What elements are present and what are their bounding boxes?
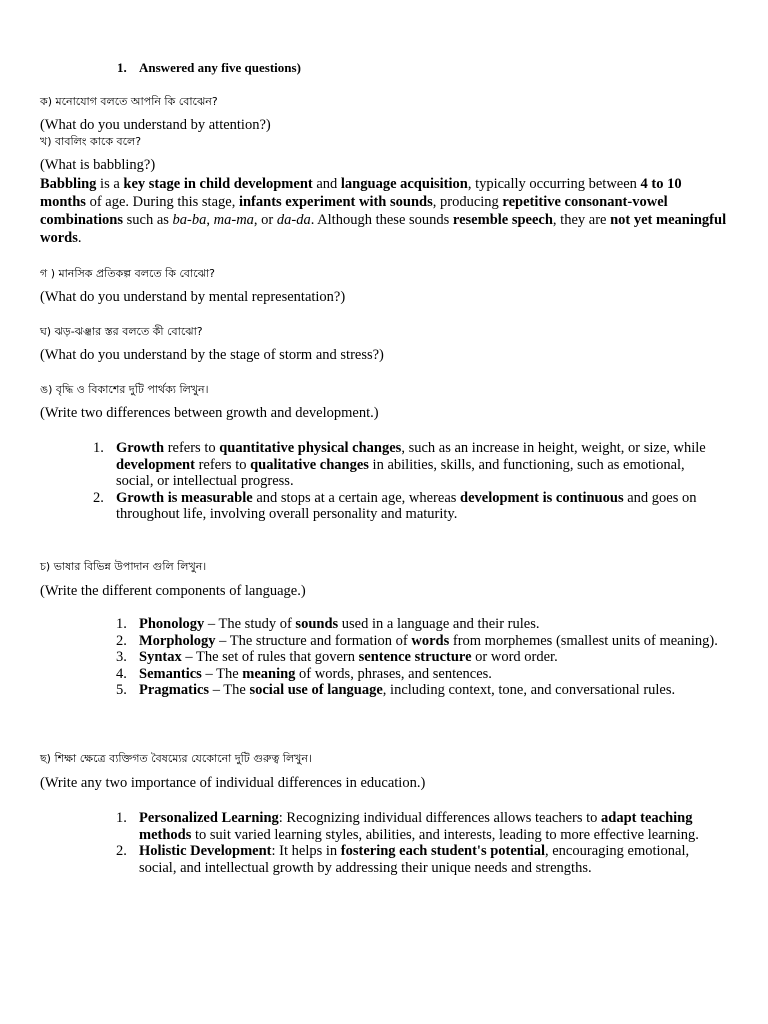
list-number: 2. bbox=[93, 489, 104, 506]
bold-text: Babbling bbox=[40, 176, 97, 192]
bold-text: words bbox=[411, 632, 450, 649]
bold-text: Personalized Learning bbox=[139, 810, 279, 826]
list-item bbox=[116, 666, 720, 683]
text-run: , producing bbox=[432, 194, 503, 210]
question-chha-english: (Write any two importance of individual differences in education.) bbox=[40, 775, 426, 791]
list-item bbox=[93, 490, 725, 523]
bold-text: sentence structure bbox=[358, 649, 472, 665]
text-run: or word order. bbox=[471, 649, 558, 665]
list-number: 1. bbox=[93, 440, 104, 456]
bold-text: development bbox=[116, 456, 195, 473]
text-run: , encouraging emotional, social, and intellectual growth by addressing their unique needs and strengths. bbox=[139, 843, 690, 876]
list-item bbox=[116, 649, 720, 666]
text-run: is a bbox=[96, 176, 124, 192]
text-run: , such as an increase in height, weight, or size, while bbox=[401, 440, 706, 456]
question-ga-english: (What do you understand by mental representation?) bbox=[40, 289, 346, 305]
bold-text: Semantics bbox=[139, 665, 202, 682]
text-run: refers to bbox=[194, 456, 251, 473]
bold-text: Syntax bbox=[139, 649, 182, 665]
bold-text: 4 to 10 months bbox=[40, 176, 682, 210]
bold-text: repetitive consonant-vowel combinations bbox=[40, 194, 668, 228]
list-item bbox=[116, 843, 720, 876]
text-run: – The set of rules that govern bbox=[181, 649, 359, 665]
text-run: from morphemes (smallest units of meaning). bbox=[449, 632, 718, 649]
bold-text: infants experiment with sounds bbox=[238, 194, 433, 210]
text-run: – The bbox=[201, 665, 243, 682]
bold-text: key stage in child development bbox=[123, 176, 313, 192]
bold-text: Pragmatics bbox=[139, 682, 210, 698]
text-run: – The bbox=[209, 682, 250, 698]
text-run: , bbox=[206, 212, 214, 228]
list-item bbox=[116, 682, 720, 699]
text-run: refers to bbox=[164, 440, 220, 456]
text-run: , typically occurring between bbox=[467, 176, 641, 192]
list-item bbox=[116, 616, 720, 633]
question-gha-english: (What do you understand by the stage of storm and stress?) bbox=[40, 347, 384, 363]
section-heading bbox=[117, 60, 301, 76]
bold-text: adapt teaching methods bbox=[139, 810, 693, 843]
text-run: – The study of bbox=[204, 616, 296, 632]
text-run: , or bbox=[253, 212, 277, 228]
bold-text: Morphology bbox=[139, 632, 216, 649]
bold-text: quantitative physical changes bbox=[219, 440, 402, 456]
question-cha-english: (Write the different components of language.) bbox=[40, 583, 306, 599]
text-run: : It helps in bbox=[271, 843, 341, 859]
list-item bbox=[116, 810, 720, 843]
bold-text: qualitative changes bbox=[250, 456, 369, 473]
bold-text: not yet meaningful words bbox=[40, 212, 727, 246]
text-run: , including context, tone, and conversational rules. bbox=[382, 682, 676, 698]
bold-text: Holistic Development bbox=[139, 843, 272, 859]
list-item bbox=[116, 633, 720, 650]
bold-text: social use of language bbox=[249, 682, 383, 698]
bold-text: development is continuous bbox=[460, 489, 624, 506]
question-cha-bengali: চ) ভাষার বিভিন্ন উপাদান গুলি লিখুন। bbox=[40, 560, 207, 573]
list-number: 3. bbox=[116, 649, 127, 665]
italic-text: ba-ba bbox=[172, 212, 207, 228]
question-chha-bengali: ছ) শিক্ষা ক্ষেত্রে ব্যক্তিগত বৈষম্যের যেকোনো দুটি গুরুত্ব লিখুন। bbox=[40, 752, 312, 765]
text-run: of age. During this stage, bbox=[85, 194, 239, 210]
bold-text: resemble speech bbox=[452, 212, 553, 228]
list-number: 2. bbox=[116, 843, 127, 859]
question-kha-english: (What is babbling?) bbox=[40, 157, 156, 173]
text-run: and goes on throughout life, involving overall personality and maturity. bbox=[116, 489, 697, 522]
question-ga-bengali: গ ) মানসিক প্রতিকল্প বলতে কি বোঝো? bbox=[40, 267, 215, 280]
text-run: . bbox=[77, 230, 82, 246]
list-number: 1. bbox=[116, 810, 127, 826]
growth-development-list bbox=[93, 440, 725, 523]
question-uma-english: (Write two differences between growth and development.) bbox=[40, 405, 379, 421]
question-kha-bengali: খ) বাবলিং কাকে বলে? bbox=[40, 135, 142, 148]
section-number: 1. bbox=[117, 60, 127, 75]
text-run: used in a language and their rules. bbox=[338, 616, 540, 632]
bold-text: Growth bbox=[116, 440, 165, 456]
list-number: 2. bbox=[116, 632, 127, 649]
list-number: 4. bbox=[116, 665, 127, 682]
question-uma-bengali: ঙ) বৃদ্ধি ও বিকাশের দুটি পার্থক্য লিখুন। bbox=[40, 383, 209, 396]
text-run: and bbox=[312, 176, 341, 192]
answer-babbling bbox=[40, 175, 730, 247]
text-run: : Recognizing individual differences allows teachers to bbox=[278, 810, 602, 826]
language-components-list bbox=[116, 616, 720, 699]
bold-text: meaning bbox=[242, 665, 296, 682]
bold-text: sounds bbox=[295, 616, 339, 632]
list-number: 5. bbox=[116, 682, 127, 698]
text-run: such as bbox=[123, 212, 173, 228]
italic-text: da-da bbox=[276, 212, 311, 228]
bold-text: language acquisition bbox=[340, 176, 468, 192]
italic-text: ma-ma bbox=[213, 212, 254, 228]
text-run: and stops at a certain age, whereas bbox=[252, 489, 461, 506]
text-run: to suit varied learning styles, abilities, and interests, leading to more effective learning. bbox=[191, 826, 699, 843]
question-gha-bengali: ঘ) ঝড়-ঝঞ্ঝার স্তর বলতে কী বোঝো? bbox=[40, 325, 203, 338]
bold-text: fostering each student's potential bbox=[340, 843, 545, 859]
question-ka-bengali: ক) মনোযোগ বলতে আপনি কি বোঝেন? bbox=[40, 95, 218, 108]
text-run: of words, phrases, and sentences. bbox=[295, 665, 492, 682]
bold-text: Phonology bbox=[139, 616, 205, 632]
list-item bbox=[93, 440, 725, 490]
text-run: . Although these sounds bbox=[310, 212, 453, 228]
text-run: in abilities, skills, and functioning, such as emotional, social, or intellectual progress. bbox=[116, 456, 685, 489]
bold-text: Growth is measurable bbox=[116, 489, 253, 506]
text-run: – The structure and formation of bbox=[215, 632, 412, 649]
text-run: , they are bbox=[552, 212, 611, 228]
individual-differences-list bbox=[116, 810, 720, 876]
section-title: Answered any five questions) bbox=[139, 60, 301, 75]
question-ka-english: (What do you understand by attention?) bbox=[40, 117, 271, 133]
list-number: 1. bbox=[116, 616, 127, 632]
